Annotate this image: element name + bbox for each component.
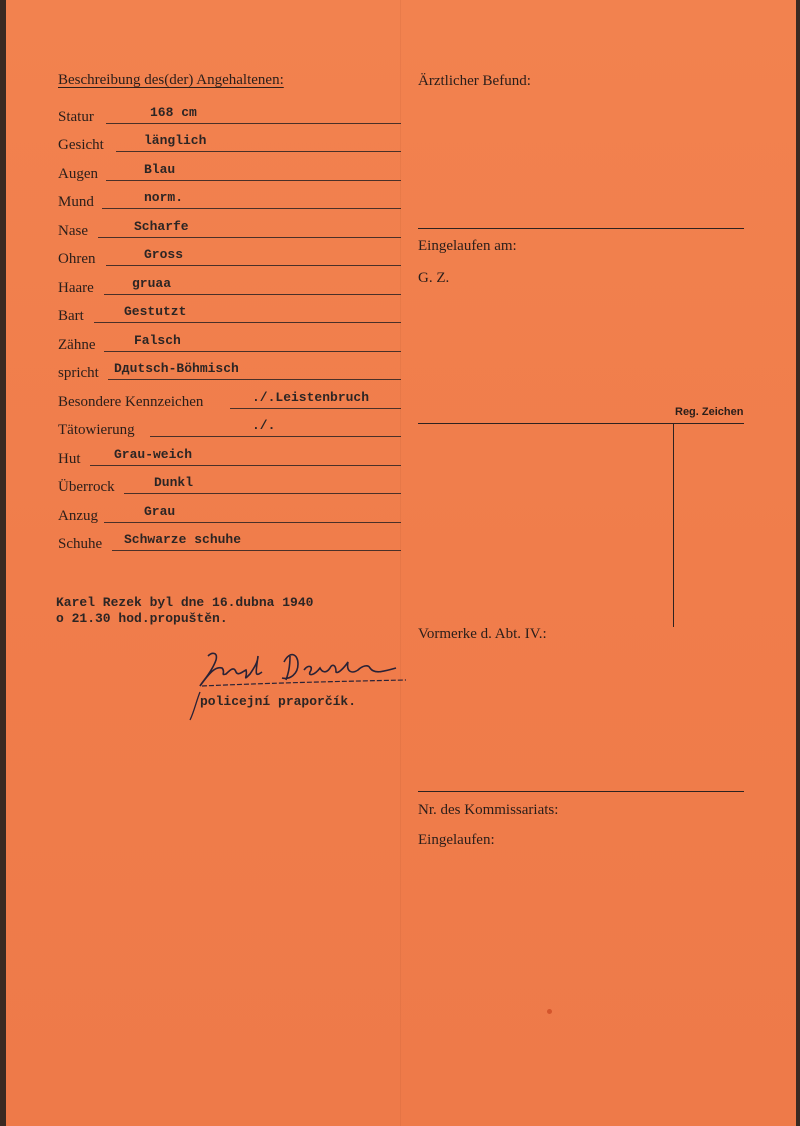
handwritten-signature [186, 642, 416, 727]
field-underline [104, 522, 401, 523]
divider-1 [418, 228, 744, 229]
field-value: Dдutsch-Böhmisch [114, 361, 239, 376]
signature-title: policejní praporčík. [200, 694, 357, 709]
reg-zeichen-vertical-line [673, 423, 674, 627]
field-row-schuhe [58, 533, 401, 553]
nr-kommissariat-label: Nr. des Kommissariats: [418, 802, 559, 818]
field-underline [94, 322, 401, 323]
field-label: Mund [58, 194, 94, 210]
field-value: 168 cm [150, 105, 197, 120]
field-value: gruaa [132, 276, 172, 291]
field-row-besondere-kennzeichen [58, 391, 401, 411]
field-value: Grau [144, 504, 176, 519]
field-underline [116, 151, 401, 152]
field-row-nase [58, 220, 401, 240]
field-value: länglich [144, 133, 207, 148]
field-label: Schuhe [58, 536, 103, 552]
field-value: Grau-weich [114, 447, 193, 462]
release-note-line-1: Karel Rezek byl dne 16.dubna 1940 [56, 595, 314, 610]
field-value: Falsch [134, 333, 181, 348]
field-value: Gestutzt [124, 304, 187, 319]
scan-edge-left [0, 0, 6, 1126]
field-underline [90, 465, 401, 466]
scan-edge-right [796, 0, 800, 1126]
field-row-spricht [58, 362, 401, 382]
vormerke-label: Vormerke d. Abt. IV.: [418, 626, 547, 642]
field-label: Gesicht [58, 137, 104, 153]
field-underline [124, 493, 401, 494]
field-row-ueberrock [58, 476, 401, 496]
reg-zeichen-label: Reg. Zeichen [675, 406, 744, 418]
field-label: Augen [58, 166, 98, 182]
field-value: norm. [144, 190, 184, 205]
field-value: ./. [252, 418, 276, 433]
field-underline [108, 379, 401, 380]
field-label: Bart [58, 308, 84, 324]
field-label: Statur [58, 109, 94, 125]
field-value: Gross [144, 247, 184, 262]
field-label: Haare [58, 280, 94, 296]
aerztlicher-befund-label: Ärztlicher Befund: [418, 73, 531, 89]
field-underline [230, 408, 401, 409]
field-value: Scharfe [134, 219, 189, 234]
field-row-haare [58, 277, 401, 297]
field-value: ./.Leistenbruch [252, 390, 370, 405]
field-underline [104, 351, 401, 352]
field-row-statur [58, 106, 401, 126]
field-underline [106, 180, 401, 181]
field-label: Überrock [58, 479, 115, 495]
field-underline [106, 123, 401, 124]
divider-3 [418, 791, 744, 792]
paper-mark [547, 1009, 552, 1014]
field-row-hut [58, 448, 401, 468]
field-row-taetowierung [58, 419, 401, 439]
field-row-mund [58, 191, 401, 211]
field-row-ohren [58, 248, 401, 268]
field-underline [98, 237, 401, 238]
eingelaufen-label: Eingelaufen: [418, 832, 495, 848]
field-label: Hut [58, 451, 81, 467]
field-label: spricht [58, 365, 99, 381]
field-underline [150, 436, 401, 437]
field-row-gesicht [58, 134, 401, 154]
divider-2 [418, 423, 744, 424]
field-underline [112, 550, 401, 551]
release-note-line-2: o 21.30 hod.propuštěn. [56, 611, 228, 626]
signature-scribble [186, 642, 416, 722]
field-underline [104, 294, 401, 295]
description-heading: Beschreibung des(der) Angehaltenen: [58, 72, 284, 88]
field-value: Schwarze schuhe [124, 532, 242, 547]
field-label: Ohren [58, 251, 96, 267]
field-label: Nase [58, 223, 88, 239]
gz-label: G. Z. [418, 270, 450, 286]
field-label: Tätowierung [58, 422, 135, 438]
field-label: Besondere Kennzeichen [58, 394, 204, 410]
field-label: Zähne [58, 337, 96, 353]
field-underline [102, 208, 401, 209]
field-value: Dunkl [154, 475, 194, 490]
field-label: Anzug [58, 508, 98, 524]
field-row-bart [58, 305, 401, 325]
field-row-augen [58, 163, 401, 183]
eingelaufen-am-label: Eingelaufen am: [418, 238, 517, 254]
field-row-zaehne [58, 334, 401, 354]
field-underline [106, 265, 401, 266]
field-row-anzug [58, 505, 401, 525]
field-value: Blau [144, 162, 176, 177]
